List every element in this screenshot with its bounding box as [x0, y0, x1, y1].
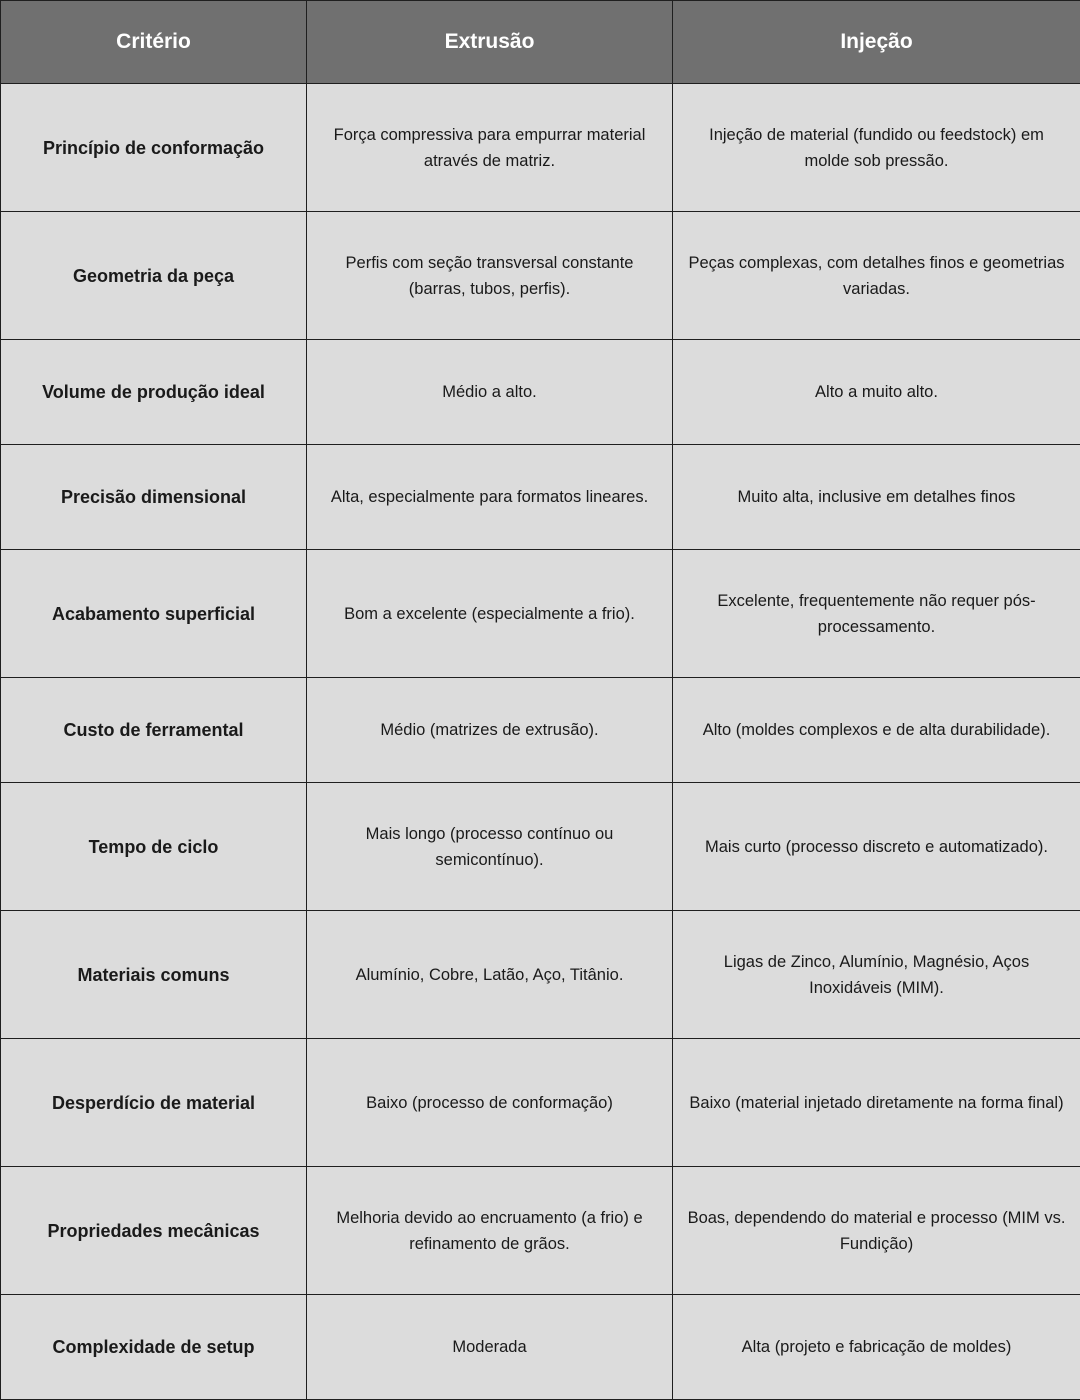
cell-injecao: Baixo (material injetado diretamente na forma final) — [673, 1039, 1080, 1167]
cell-criterio: Acabamento superficial — [1, 550, 307, 678]
cell-extrusao: Alta, especialmente para formatos lineares. — [307, 445, 673, 550]
table-row — [1, 340, 1080, 445]
cell-extrusao: Força compressiva para empurrar material através de matriz. — [307, 84, 673, 212]
cell-injecao: Peças complexas, com detalhes finos e geometrias variadas. — [673, 212, 1080, 340]
table-body — [1, 84, 1080, 1400]
cell-injecao: Boas, dependendo do material e processo (MIM vs. Fundição) — [673, 1167, 1080, 1295]
cell-injecao: Muito alta, inclusive em detalhes finos — [673, 445, 1080, 550]
table-header — [1, 1, 1080, 84]
cell-criterio: Complexidade de setup — [1, 1295, 307, 1400]
table-row — [1, 783, 1080, 911]
table-row — [1, 911, 1080, 1039]
cell-injecao: Injeção de material (fundido ou feedstock) em molde sob pressão. — [673, 84, 1080, 212]
cell-injecao: Alto a muito alto. — [673, 340, 1080, 445]
table-row — [1, 445, 1080, 550]
header-extrusao: Extrusão — [307, 1, 673, 84]
cell-injecao: Ligas de Zinco, Alumínio, Magnésio, Aços Inoxidáveis (MIM). — [673, 911, 1080, 1039]
cell-extrusao: Médio a alto. — [307, 340, 673, 445]
cell-injecao: Alta (projeto e fabricação de moldes) — [673, 1295, 1080, 1400]
cell-extrusao: Baixo (processo de conformação) — [307, 1039, 673, 1167]
header-criterio: Critério — [1, 1, 307, 84]
cell-criterio: Precisão dimensional — [1, 445, 307, 550]
header-injecao: Injeção — [673, 1, 1080, 84]
table-row — [1, 1295, 1080, 1400]
cell-extrusao: Bom a excelente (especialmente a frio). — [307, 550, 673, 678]
cell-extrusao: Médio (matrizes de extrusão). — [307, 678, 673, 783]
cell-criterio: Propriedades mecânicas — [1, 1167, 307, 1295]
cell-criterio: Tempo de ciclo — [1, 783, 307, 911]
cell-extrusao: Perfis com seção transversal constante (barras, tubos, perfis). — [307, 212, 673, 340]
cell-extrusao: Moderada — [307, 1295, 673, 1400]
cell-criterio: Geometria da peça — [1, 212, 307, 340]
table-row — [1, 84, 1080, 212]
table-row — [1, 550, 1080, 678]
table-row — [1, 1167, 1080, 1295]
cell-injecao: Mais curto (processo discreto e automatizado). — [673, 783, 1080, 911]
cell-criterio: Volume de produção ideal — [1, 340, 307, 445]
cell-injecao: Excelente, frequentemente não requer pós-processamento. — [673, 550, 1080, 678]
table-row — [1, 1039, 1080, 1167]
table-row — [1, 678, 1080, 783]
cell-injecao: Alto (moldes complexos e de alta durabilidade). — [673, 678, 1080, 783]
cell-extrusao: Alumínio, Cobre, Latão, Aço, Titânio. — [307, 911, 673, 1039]
cell-criterio: Princípio de conformação — [1, 84, 307, 212]
cell-extrusao: Melhoria devido ao encruamento (a frio) e refinamento de grãos. — [307, 1167, 673, 1295]
table-row — [1, 212, 1080, 340]
header-row — [1, 1, 1080, 84]
cell-extrusao: Mais longo (processo contínuo ou semicontínuo). — [307, 783, 673, 911]
cell-criterio: Custo de ferramental — [1, 678, 307, 783]
cell-criterio: Desperdício de material — [1, 1039, 307, 1167]
cell-criterio: Materiais comuns — [1, 911, 307, 1039]
